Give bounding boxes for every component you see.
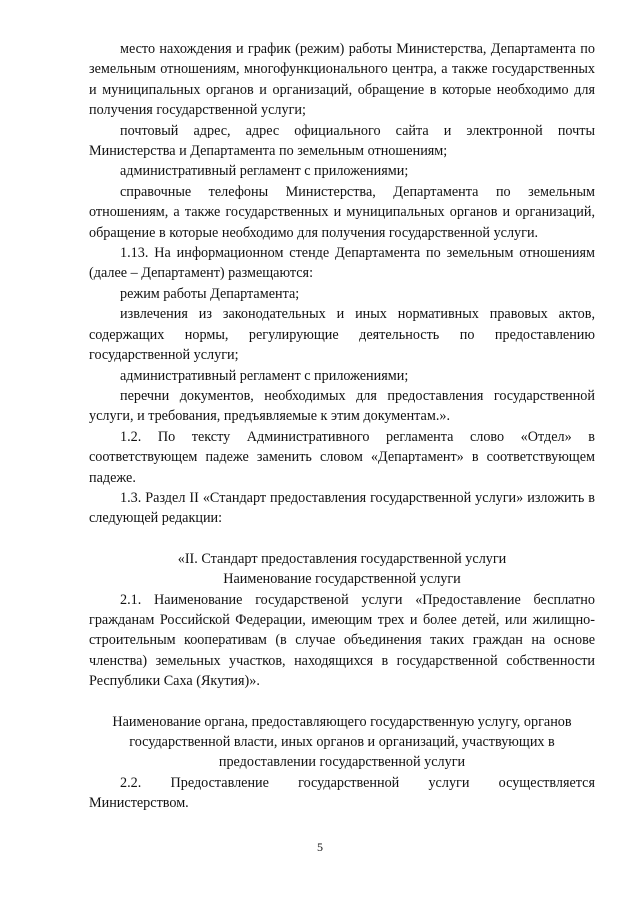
subheading-service-name: Наименование государственной услуги <box>223 571 461 588</box>
paragraph-postal-address: почтовый адрес, адрес официального сайта и электронной почты Министерства и Департамента по земельным отношениям; <box>89 122 595 160</box>
paragraph-work-schedule: режим работы Департамента; <box>120 285 300 302</box>
paragraph-reference-phones: справочные телефоны Министерства, Департамента по земельным отношениям, а также государственных и муниципальных органов и организаций, обращение в которые необходимо для получения государственной услуги. <box>89 183 595 241</box>
page-number: 5 <box>317 840 323 854</box>
spacer <box>89 692 595 712</box>
paragraph-admin-regulation-2: административный регламент с приложениями; <box>120 367 409 384</box>
paragraph-admin-regulation: административный регламент с приложениями; <box>120 163 409 180</box>
paragraph-document-lists: перечни документов, необходимых для предоставления государственной услуги, и требования, предъявляемые к этим документам.». <box>89 387 595 425</box>
subheading-authority: Наименование органа, предоставляющего государственную услугу, органов государственной власти, иных органов и организаций, участвующих в предоставлении государственной услуги <box>112 713 572 771</box>
paragraph-2-2: 2.2. Предоставление государственной услуги осуществляется Министерством. <box>89 774 595 812</box>
paragraph-location-schedule: место нахождения и график (режим) работы Министерства, Департамента по земельным отношениям, многофункционального центра, а также государственных и муниципальных органов и организаций, обращение в которые необходимо для получения государственной услуги; <box>89 41 595 119</box>
paragraph-legal-extracts: извлечения из законодательных и иных нормативных правовых актов, содержащих нормы, регулирующие деятельность по предоставлению государственной услуги; <box>89 306 595 364</box>
paragraph-1-2: 1.2. По тексту Административного регламента слово «Отдел» в соответствующем падеже заменить словом «Департамент» в соответствующем падеже. <box>89 428 595 486</box>
section-heading: «II. Стандарт предоставления государственной услуги <box>177 550 507 567</box>
spacer <box>89 529 595 549</box>
document-body <box>89 39 595 814</box>
paragraph-1-3: 1.3. Раздел II «Стандарт предоставления государственной услуги» изложить в следующей редакции: <box>89 489 595 527</box>
paragraph-2-1: 2.1. Наименование государственой услуги «Предоставление бесплатно гражданам Российской Федерации, имеющим трех и более детей, или жилищно-строительным кооперативам (в случае объединения таких граждан на основе членства) земельных участков, находящихся в государственной собственности Республики Саха (Якутия)». <box>89 591 595 690</box>
paragraph-1-13: 1.13. На информационном стенде Департамента по земельным отношениям (далее – Департамент) размещаются: <box>89 245 595 282</box>
